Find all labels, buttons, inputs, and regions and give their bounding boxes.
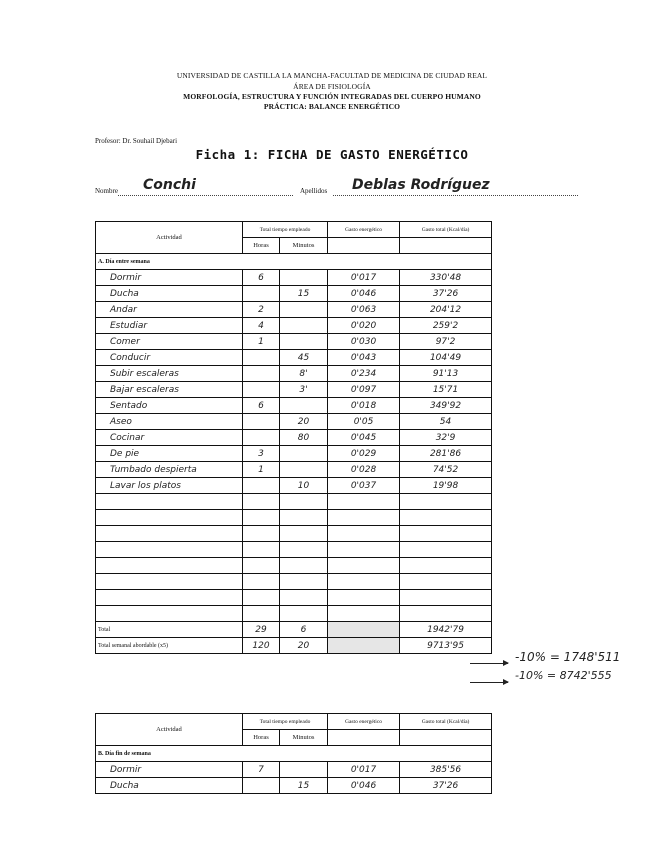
section-b-row: [96, 746, 492, 762]
empty-cell[interactable]: [328, 542, 400, 558]
table-row: [96, 286, 492, 302]
minutes-cell[interactable]: [280, 334, 328, 350]
total-kcal-cell[interactable]: 37'26: [400, 778, 492, 794]
empty-cell[interactable]: [328, 510, 400, 526]
empty-row: [96, 590, 492, 606]
section-a-row: [96, 254, 492, 270]
table-row: [96, 350, 492, 366]
empty-row: [96, 526, 492, 542]
weekly-label: Total semanal abordable (x5): [96, 638, 243, 654]
energy-cell[interactable]: 0'234: [328, 366, 400, 382]
total-kcal-cell[interactable]: 37'26: [400, 286, 492, 302]
minutes-cell[interactable]: [280, 270, 328, 286]
table-row: [96, 446, 492, 462]
weekly-note: -10% = 8742'555: [515, 669, 612, 682]
weekly-energy-cell: [328, 638, 400, 654]
total-kcal-cell[interactable]: 259'2: [400, 318, 492, 334]
section-b-label: B. Día fin de semana: [96, 746, 492, 762]
activity-cell[interactable]: Conducir: [96, 350, 243, 366]
total-kcal-cell[interactable]: 97'2: [400, 334, 492, 350]
activity-cell[interactable]: Dormir: [96, 762, 243, 778]
total-kcal-cell[interactable]: 1942'79: [400, 622, 492, 638]
table-row: [96, 302, 492, 318]
total-row: [96, 622, 492, 638]
empty-cell[interactable]: [280, 574, 328, 590]
hours-cell[interactable]: [243, 286, 280, 302]
hours-cell[interactable]: 1: [243, 462, 280, 478]
empty-cell[interactable]: [280, 526, 328, 542]
total-kcal-cell[interactable]: 32'9: [400, 430, 492, 446]
empty-row: [96, 494, 492, 510]
total-hours-cell[interactable]: 29: [243, 622, 280, 638]
empty-cell[interactable]: [328, 606, 400, 622]
header-university: UNIVERSIDAD DE CASTILLA LA MANCHA-FACULTAD DE MEDICINA DE CIUDAD REAL: [176, 71, 488, 80]
col-total-time: Total tiempo empleado: [243, 714, 328, 730]
hours-cell[interactable]: 2: [243, 302, 280, 318]
empty-cell[interactable]: [328, 526, 400, 542]
minutes-cell[interactable]: [280, 446, 328, 462]
activity-cell[interactable]: De pie: [96, 446, 243, 462]
empty-cell[interactable]: [400, 526, 492, 542]
empty-cell[interactable]: [243, 574, 280, 590]
col-activity: Actividad: [96, 714, 243, 746]
empty-cell[interactable]: [96, 558, 243, 574]
minutes-cell[interactable]: [280, 462, 328, 478]
energy-cell[interactable]: 0'046: [328, 778, 400, 794]
empty-cell[interactable]: [280, 606, 328, 622]
surname-line: [333, 195, 578, 196]
empty-cell[interactable]: [280, 542, 328, 558]
minutes-cell[interactable]: [280, 762, 328, 778]
empty-cell[interactable]: [243, 590, 280, 606]
empty-cell[interactable]: [400, 606, 492, 622]
empty-cell[interactable]: [400, 590, 492, 606]
section-a-label: A. Día entre semana: [96, 254, 492, 270]
energy-cell[interactable]: 0'030: [328, 334, 400, 350]
empty-cell[interactable]: [328, 574, 400, 590]
hours-cell[interactable]: 7: [243, 762, 280, 778]
activity-cell[interactable]: Dormir: [96, 270, 243, 286]
energy-cell[interactable]: 0'017: [328, 762, 400, 778]
table-row: [96, 334, 492, 350]
hours-cell[interactable]: [243, 430, 280, 446]
total-kcal-cell[interactable]: 104'49: [400, 350, 492, 366]
name-line: [118, 195, 293, 196]
empty-cell[interactable]: [328, 558, 400, 574]
total-kcal-cell[interactable]: 349'92: [400, 398, 492, 414]
header-area: ÁREA DE FISIOLOGÍA: [293, 82, 371, 91]
table-row: [96, 318, 492, 334]
activity-cell[interactable]: Sentado: [96, 398, 243, 414]
activity-cell[interactable]: Cocinar: [96, 430, 243, 446]
minutes-cell[interactable]: 10: [280, 478, 328, 494]
surname-value[interactable]: Deblas Rodríguez: [352, 177, 490, 193]
empty-row: [96, 606, 492, 622]
total-kcal-cell[interactable]: 204'12: [400, 302, 492, 318]
table-row: [96, 398, 492, 414]
weekly-hours-cell[interactable]: 120: [243, 638, 280, 654]
energy-cell[interactable]: 0'018: [328, 398, 400, 414]
activity-cell[interactable]: Ducha: [96, 286, 243, 302]
empty-cell[interactable]: [400, 510, 492, 526]
empty-cell[interactable]: [280, 558, 328, 574]
total-kcal-cell[interactable]: 54: [400, 414, 492, 430]
empty-cell[interactable]: [96, 590, 243, 606]
activity-cell[interactable]: Comer: [96, 334, 243, 350]
col-hours: Horas: [243, 730, 280, 746]
empty-cell[interactable]: [96, 606, 243, 622]
weekly-arrow-icon: [470, 682, 508, 683]
empty-cell[interactable]: [243, 542, 280, 558]
page-title: Ficha 1: FICHA DE GASTO ENERGÉTICO: [195, 147, 469, 162]
table-row: [96, 414, 492, 430]
energy-cell[interactable]: 0'028: [328, 462, 400, 478]
minutes-cell[interactable]: [280, 302, 328, 318]
col-energy: Gasto energético: [328, 222, 400, 238]
table-row: [96, 778, 492, 794]
empty-cell[interactable]: [243, 510, 280, 526]
total-note: -10% = 1748'511: [515, 650, 621, 664]
hours-cell[interactable]: [243, 350, 280, 366]
energy-cell[interactable]: 0'045: [328, 430, 400, 446]
minutes-cell[interactable]: 3': [280, 382, 328, 398]
activity-cell[interactable]: Aseo: [96, 414, 243, 430]
total-label: Total: [96, 622, 243, 638]
minutes-cell[interactable]: 45: [280, 350, 328, 366]
empty-cell[interactable]: [400, 558, 492, 574]
empty-cell[interactable]: [96, 542, 243, 558]
col-total-kcal: Gasto total (Kcal/día): [400, 222, 492, 238]
hours-cell[interactable]: [243, 778, 280, 794]
minutes-cell[interactable]: [280, 398, 328, 414]
empty-row: [96, 558, 492, 574]
hours-cell[interactable]: [243, 382, 280, 398]
empty-cell[interactable]: [328, 590, 400, 606]
empty-row: [96, 542, 492, 558]
total-kcal-cell[interactable]: 385'56: [400, 762, 492, 778]
energy-cell[interactable]: 0'037: [328, 478, 400, 494]
hours-cell[interactable]: [243, 414, 280, 430]
surname-label: Apellidos: [300, 187, 328, 195]
minutes-cell[interactable]: 8': [280, 366, 328, 382]
table-weekend: [95, 713, 492, 794]
activity-cell[interactable]: Lavar los platos: [96, 478, 243, 494]
hours-cell[interactable]: 6: [243, 398, 280, 414]
table-row: [96, 270, 492, 286]
activity-cell[interactable]: Ducha: [96, 778, 243, 794]
col-energy: Gasto energético: [328, 714, 400, 730]
empty-cell[interactable]: [400, 574, 492, 590]
empty-row: [96, 574, 492, 590]
minutes-cell[interactable]: 15: [280, 778, 328, 794]
empty-cell[interactable]: [243, 558, 280, 574]
total-kcal-cell[interactable]: 15'71: [400, 382, 492, 398]
col-total-kcal: Gasto total (Kcal/día): [400, 714, 492, 730]
col-activity: Actividad: [96, 222, 243, 254]
empty-cell[interactable]: [280, 590, 328, 606]
energy-cell[interactable]: 0'020: [328, 318, 400, 334]
empty-cell[interactable]: [280, 510, 328, 526]
energy-cell[interactable]: 0'097: [328, 382, 400, 398]
weekly-kcal-cell[interactable]: 9713'95: [400, 638, 492, 654]
empty-cell[interactable]: [96, 526, 243, 542]
table-row: [96, 366, 492, 382]
total-arrow-icon: [470, 663, 508, 664]
name-value[interactable]: Conchi: [143, 177, 196, 193]
total-kcal-cell[interactable]: 19'98: [400, 478, 492, 494]
activity-cell[interactable]: Estudiar: [96, 318, 243, 334]
table-row: [96, 478, 492, 494]
energy-cell[interactable]: 0'05: [328, 414, 400, 430]
hours-cell[interactable]: 4: [243, 318, 280, 334]
hours-cell[interactable]: [243, 478, 280, 494]
empty-cell[interactable]: [400, 494, 492, 510]
hours-cell[interactable]: 3: [243, 446, 280, 462]
activity-cell[interactable]: Andar: [96, 302, 243, 318]
name-label: Nombre: [95, 187, 118, 195]
empty-cell[interactable]: [280, 494, 328, 510]
empty-cell[interactable]: [328, 494, 400, 510]
col-total-time: Total tiempo empleado: [243, 222, 328, 238]
table-header-row: [96, 714, 492, 730]
col-minutes: Minutos: [280, 730, 328, 746]
activity-cell[interactable]: Bajar escaleras: [96, 382, 243, 398]
empty-cell[interactable]: [243, 494, 280, 510]
col-hours: Horas: [243, 238, 280, 254]
table-row: [96, 430, 492, 446]
table-row: [96, 762, 492, 778]
hours-cell[interactable]: [243, 366, 280, 382]
table-row: [96, 382, 492, 398]
table-header-row: [96, 222, 492, 238]
total-energy-cell: [328, 622, 400, 638]
activity-cell[interactable]: Subir escaleras: [96, 366, 243, 382]
hours-cell[interactable]: 6: [243, 270, 280, 286]
energy-cell[interactable]: 0'046: [328, 286, 400, 302]
activity-cell[interactable]: Tumbado despierta: [96, 462, 243, 478]
energy-cell[interactable]: 0'029: [328, 446, 400, 462]
weekly-minutes-cell[interactable]: 20: [280, 638, 328, 654]
total-kcal-cell[interactable]: 281'86: [400, 446, 492, 462]
empty-cell[interactable]: [400, 542, 492, 558]
total-kcal-cell[interactable]: 74'52: [400, 462, 492, 478]
total-minutes-cell[interactable]: 6: [280, 622, 328, 638]
minutes-cell[interactable]: 80: [280, 430, 328, 446]
energy-cell[interactable]: 0'043: [328, 350, 400, 366]
table-weekday: [95, 221, 492, 654]
total-kcal-cell[interactable]: 330'48: [400, 270, 492, 286]
header-subject: MORFOLOGÍA, ESTRUCTURA Y FUNCIÓN INTEGRADAS DEL CUERPO HUMANO: [183, 92, 481, 101]
energy-cell[interactable]: 0'063: [328, 302, 400, 318]
empty-cell[interactable]: [243, 606, 280, 622]
empty-cell[interactable]: [96, 494, 243, 510]
empty-cell[interactable]: [96, 510, 243, 526]
minutes-cell[interactable]: 20: [280, 414, 328, 430]
minutes-cell[interactable]: 15: [280, 286, 328, 302]
minutes-cell[interactable]: [280, 318, 328, 334]
weekly-row: [96, 638, 492, 654]
header-practice: PRÁCTICA: BALANCE ENERGÉTICO: [263, 102, 401, 111]
total-kcal-cell[interactable]: 91'13: [400, 366, 492, 382]
professor-label: Profesor: Dr. Souhail Djebari: [95, 137, 178, 145]
empty-cell[interactable]: [96, 574, 243, 590]
empty-row: [96, 510, 492, 526]
table-row: [96, 462, 492, 478]
energy-cell[interactable]: 0'017: [328, 270, 400, 286]
col-minutes: Minutos: [280, 238, 328, 254]
empty-cell[interactable]: [243, 526, 280, 542]
hours-cell[interactable]: 1: [243, 334, 280, 350]
